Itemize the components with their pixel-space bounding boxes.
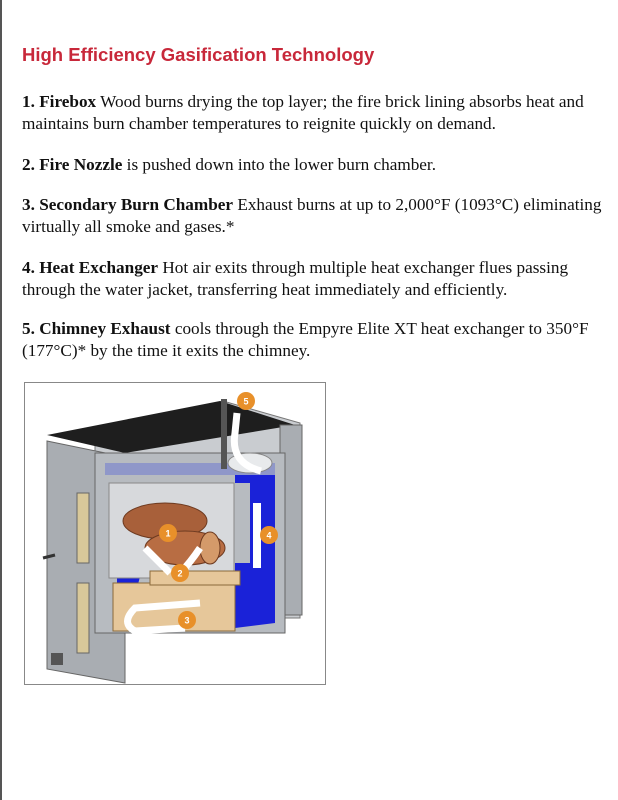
fire-nozzle-block	[150, 568, 240, 585]
wood-log-end	[200, 532, 220, 564]
page-title: High Efficiency Gasification Technology	[22, 44, 375, 65]
item-text: cools through the Empyre Elite XT heat exchanger to 350°F (177°C)* by the time it exits the chimney.	[22, 319, 589, 360]
marker-5-label: 5	[243, 396, 249, 407]
boiler-cutaway-figure	[24, 382, 326, 685]
item-label: 1. Firebox	[22, 92, 97, 111]
item-fire-nozzle	[22, 154, 602, 176]
boiler-foot	[51, 653, 63, 665]
item-firebox	[22, 91, 602, 135]
item-label: 3. Secondary Burn Chamber	[22, 195, 234, 214]
item-chimney-exhaust	[22, 318, 602, 362]
item-text: is pushed down into the lower burn chamber.	[122, 155, 436, 174]
item-text: Wood burns drying the top layer; the fire brick lining absorbs heat and maintains burn chamber temperatures to reignite quickly on demand.	[22, 92, 584, 133]
boiler-cutaway-diagram	[25, 383, 325, 684]
item-label: 4. Heat Exchanger	[22, 258, 159, 277]
item-heat-exchanger	[22, 257, 602, 301]
item-secondary-burn-chamber	[22, 194, 602, 238]
lower-door	[77, 583, 89, 653]
page-left-border	[0, 0, 2, 800]
marker-4-label: 4	[266, 530, 272, 541]
item-text: Hot air exits through multiple heat exchanger flues passing through the water jacket, transferring heat immediately and efficiently.	[22, 258, 569, 299]
item-label: 2. Fire Nozzle	[22, 155, 123, 174]
marker-3-label: 3	[184, 615, 190, 626]
item-text: Exhaust burns at up to 2,000°F (1093°C) eliminating virtually all smoke and gases.*	[22, 195, 602, 236]
upper-door	[77, 493, 89, 563]
marker-1-label: 1	[165, 528, 171, 539]
item-label: 5. Chimney Exhaust	[22, 319, 171, 338]
chimney-pipe	[221, 399, 227, 469]
marker-2-label: 2	[177, 568, 183, 579]
